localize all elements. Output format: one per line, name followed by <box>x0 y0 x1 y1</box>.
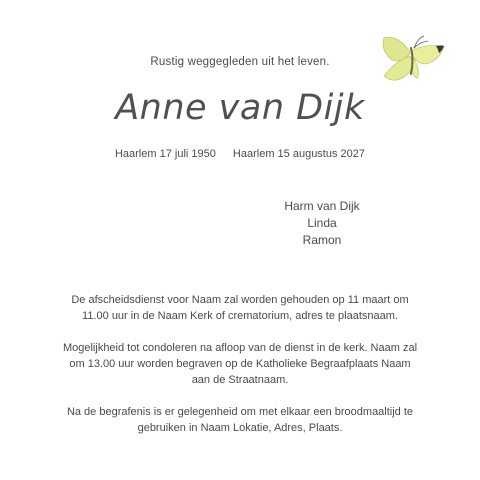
condolence-paragraph: Mogelijkheid tot condoleren na afloop van de dienst in de kerk. Naam zal om 13.00 uur worden begraven op de Katholieke Begraafplaats Naam aan de Straatnaam. <box>62 342 418 386</box>
birth-date: Haarlem 17 juli 1950 <box>114 148 216 160</box>
deceased-name: Anne van Dijk <box>115 88 365 128</box>
family-list <box>262 198 382 249</box>
death-date: Haarlem 15 augustus 2027 <box>232 148 366 160</box>
dates-line <box>0 148 480 160</box>
family-member: Linda <box>307 216 337 230</box>
reception-paragraph: Na de begrafenis is er gelegenheid om met elkaar een broodmaaltijd te gebruiken in Naam Lokatie, Adres, Plaats. <box>66 406 414 434</box>
butterfly-icon <box>370 30 450 90</box>
family-member: Harm van Dijk <box>284 199 360 213</box>
family-member: Ramon <box>302 233 342 247</box>
service-paragraph: De afscheidsdienst voor Naam zal worden gehouden op 11 maart om 11.00 uur in de Naam Kerk of crematorium, adres te plaatsnaam. <box>71 294 409 322</box>
service-details <box>60 292 420 452</box>
intro-text: Rustig weggegleden uit het leven. <box>150 56 330 68</box>
